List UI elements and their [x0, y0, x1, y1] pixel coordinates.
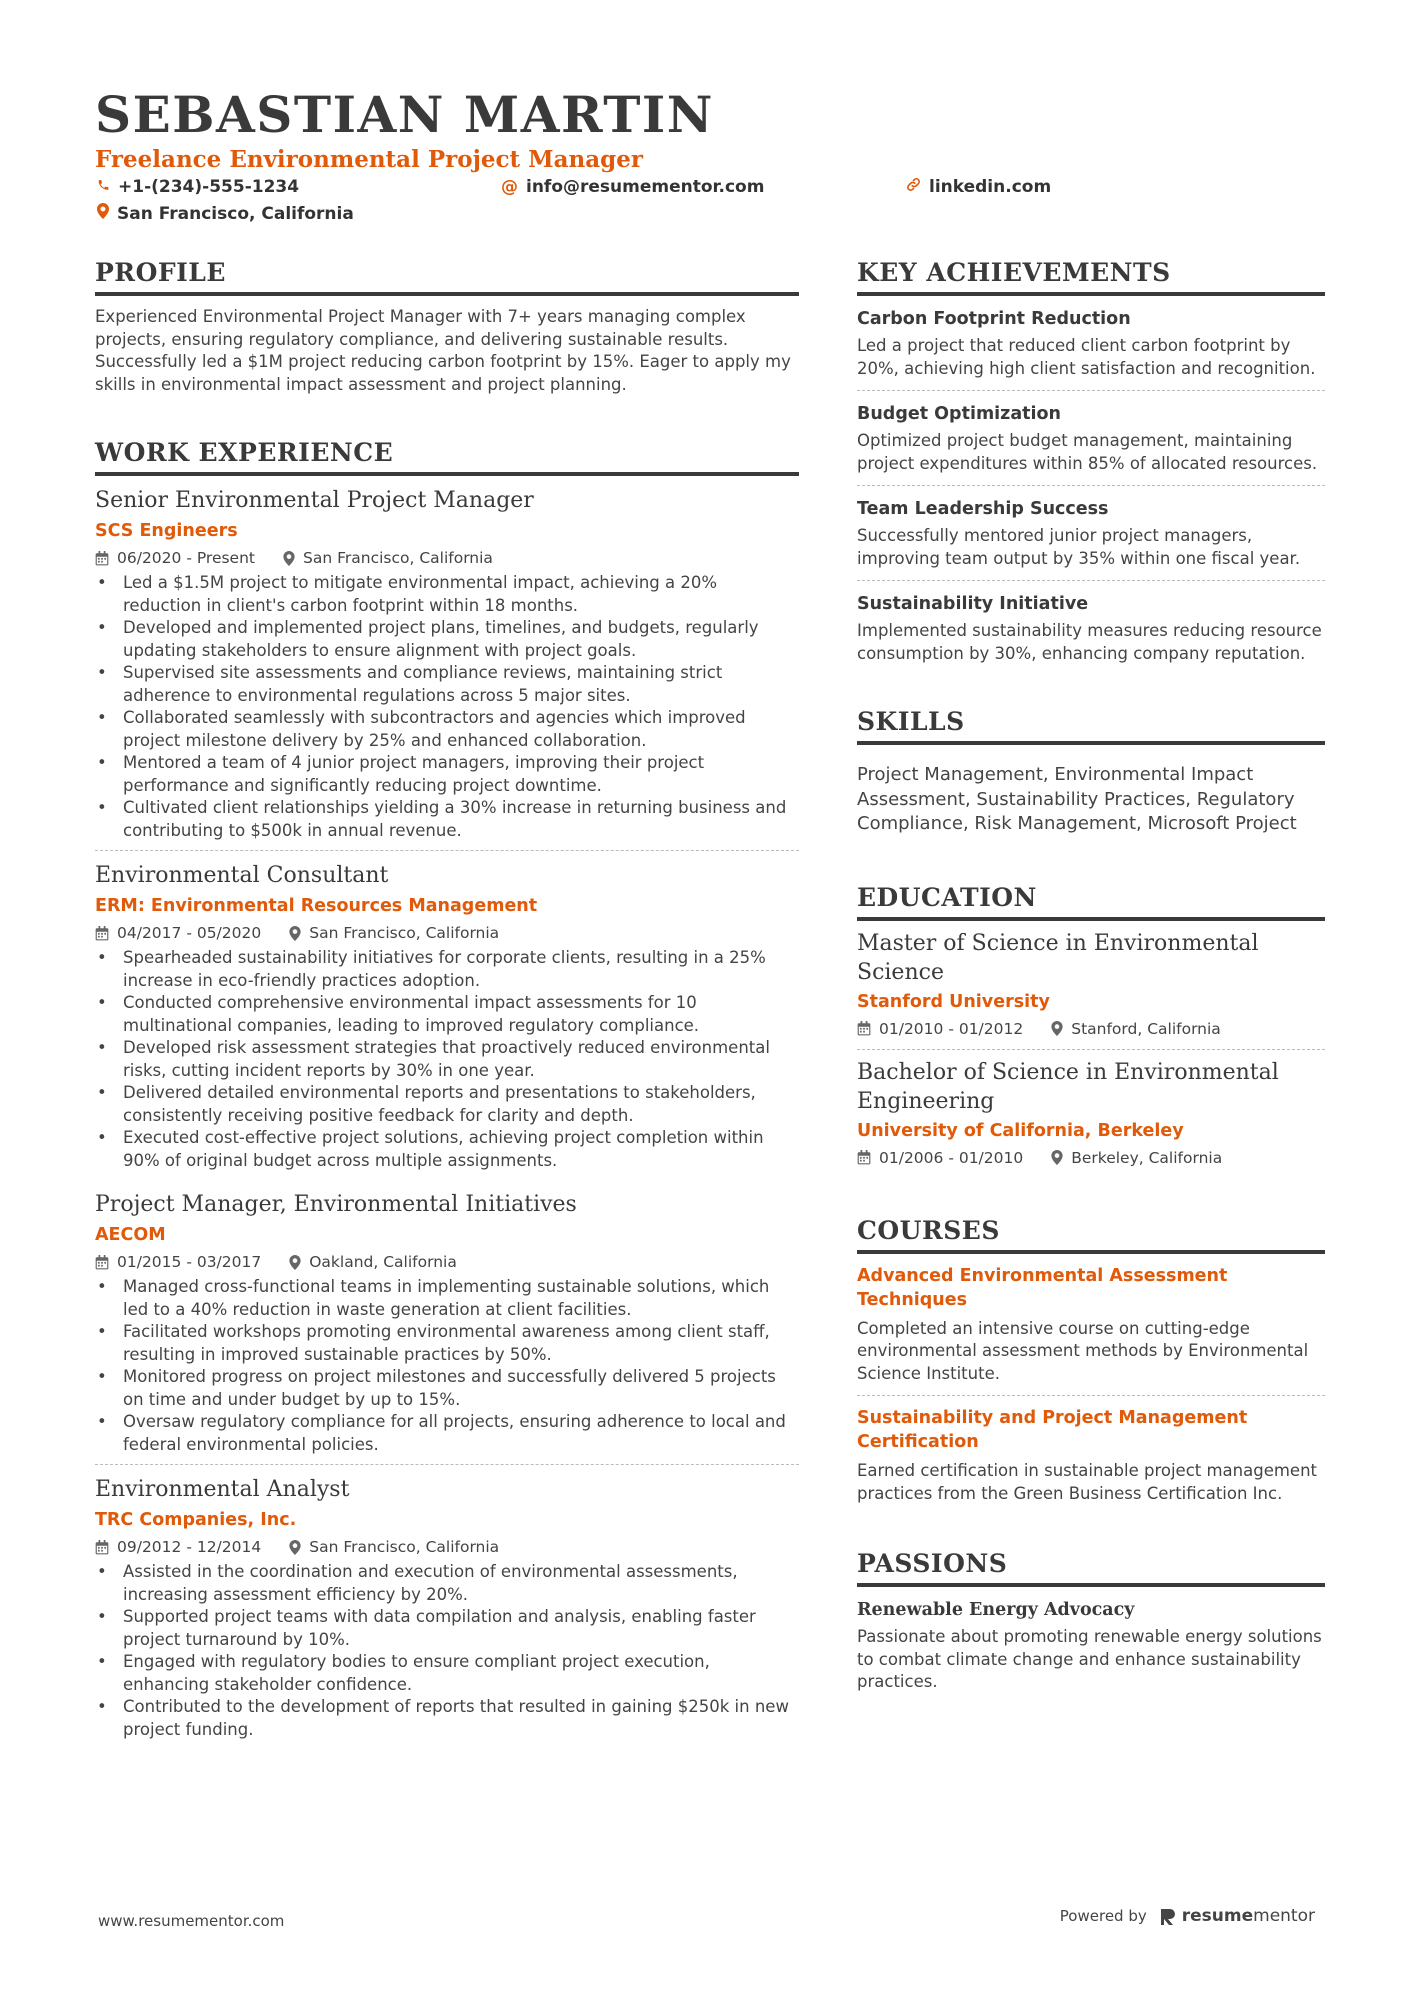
link-icon: [906, 177, 921, 197]
education-location: Berkeley, California: [1071, 1148, 1223, 1167]
job-title: Environmental Consultant: [95, 863, 389, 888]
job-entry: [95, 476, 799, 850]
job-meta: [95, 1535, 799, 1559]
profile-text: Experienced Environmental Project Manager with 7+ years managing complex projects, ensuring regulatory compliance, and delivering sustainable results. Successfully led a $1M project reducing carbon footprint by 15%. Eager to apply my skills in environmental impact assessment and project planning.: [95, 307, 791, 394]
job-location: San Francisco, California: [309, 1538, 500, 1556]
job-company: SCS Engineers: [95, 521, 238, 541]
job-dates: 09/2012 - 12/2014: [117, 1538, 262, 1556]
passions-heading: PASSIONS: [857, 1547, 1325, 1587]
course-desc: Earned certification in sustainable project management practices from the Green Business Certification Inc.: [857, 1461, 1318, 1503]
job-entry: [95, 1464, 799, 1749]
job-location: San Francisco, California: [303, 549, 493, 567]
job-bullet: • Cultivated client relationships yielding a 30% increase in returning business and contributing to $500k in annual revenue.: [95, 797, 799, 842]
education-meta: [857, 1017, 1325, 1041]
calendar-icon: [95, 926, 109, 941]
calendar-icon: [95, 1540, 109, 1555]
job-bullet: • Led a $1.5M project to mitigate environmental impact, achieving a 20% reduction in client's carbon footprint within 18 months.: [95, 572, 799, 617]
achievement-title: Carbon Footprint Reduction: [857, 309, 1131, 329]
calendar-icon: [95, 1255, 109, 1270]
achievement-item: [857, 485, 1325, 580]
contact-phone[interactable]: [97, 177, 299, 197]
achievement-item: [857, 580, 1325, 675]
brand-part-2: mentor: [1253, 1906, 1315, 1926]
brand-logo[interactable]: [1161, 1906, 1315, 1926]
experience-section: [95, 436, 799, 1749]
job-title: Project Manager, Environmental Initiatives: [95, 1192, 577, 1217]
job-bullet: • Developed and implemented project plans, timelines, and budgets, regularly updating stakeholders to ensure alignment with project goals.: [95, 617, 799, 662]
course-title: Advanced Environmental Assessment Techniques: [857, 1265, 1228, 1310]
education-degree: Master of Science in Environmental Science: [857, 930, 1259, 985]
job-bullet: • Collaborated seamlessly with subcontractors and agencies which improved project milestone delivery by 25% and enhanced collaboration.: [95, 707, 799, 752]
left-column: [95, 256, 799, 1783]
achievement-desc: Successfully mentored junior project managers, improving team output by 35% within one fiscal year.: [857, 526, 1301, 568]
achievements-heading: KEY ACHIEVEMENTS: [857, 256, 1325, 296]
course-item: [857, 1395, 1325, 1515]
job-company: AECOM: [95, 1225, 166, 1245]
job-bullets: [95, 572, 799, 842]
course-item: [857, 1254, 1325, 1396]
achievement-desc: Optimized project budget management, maintaining project expenditures within 85% of allocated resources.: [857, 431, 1318, 473]
course-desc: Completed an intensive course on cutting-edge environmental assessment methods by Environmental Science Institute.: [857, 1318, 1309, 1383]
job-bullet: • Delivered detailed environmental reports and presentations to stakeholders, consistently receiving positive feedback for clarity and depth.: [95, 1082, 799, 1127]
education-meta: [857, 1146, 1325, 1170]
education-location: Stanford, California: [1071, 1019, 1221, 1038]
job-location: San Francisco, California: [309, 924, 500, 942]
job-bullet: • Supported project teams with data compilation and analysis, enabling faster project turnaround by 10%.: [95, 1606, 799, 1651]
job-meta: [95, 546, 799, 570]
passions-section: [857, 1547, 1325, 1694]
job-bullet: • Engaged with regulatory bodies to ensure compliant project execution, enhancing stakeholder confidence.: [95, 1651, 799, 1696]
education-dates: 01/2010 - 01/2012: [879, 1019, 1024, 1038]
candidate-name: SEBASTIAN MARTIN: [95, 85, 714, 144]
job-bullet: • Mentored a team of 4 junior project managers, improving their project performance and significantly reducing project downtime.: [95, 752, 799, 797]
contact-email[interactable]: [501, 177, 764, 197]
achievement-item: [857, 390, 1325, 485]
passion-title: Renewable Energy Advocacy: [857, 1600, 1135, 1620]
education-school: University of California, Berkeley: [857, 1120, 1184, 1141]
courses-section: [857, 1214, 1325, 1516]
job-bullet: • Facilitated workshops promoting environmental awareness among client staff, resulting in improved sustainable practices by 50%.: [95, 1321, 799, 1366]
education-item: [857, 1049, 1325, 1178]
achievement-title: Team Leadership Success: [857, 499, 1109, 519]
brand-part-1: resume: [1181, 1906, 1254, 1926]
calendar-icon: [95, 551, 109, 566]
job-meta: [95, 1250, 799, 1274]
job-title: Senior Environmental Project Manager: [95, 488, 534, 513]
resumementor-logo-icon: [1161, 1907, 1177, 1925]
footer-website[interactable]: www.resumementor.com: [98, 1912, 285, 1930]
contact-location: [97, 203, 354, 224]
phone-icon: [97, 177, 110, 197]
education-item: [857, 921, 1325, 1049]
candidate-headline: Freelance Environmental Project Manager: [95, 146, 643, 173]
map-pin-icon: [289, 1255, 301, 1270]
calendar-icon: [857, 1150, 871, 1165]
education-section: [857, 881, 1325, 1178]
education-dates: 01/2006 - 01/2010: [879, 1148, 1024, 1167]
education-degree: Bachelor of Science in Environmental Engineering: [857, 1059, 1279, 1114]
job-bullet: • Conducted comprehensive environmental impact assessments for 10 multinational companies, leading to improved regulatory compliance.: [95, 992, 799, 1037]
job-bullet: • Oversaw regulatory compliance for all projects, ensuring adherence to local and federal environmental policies.: [95, 1411, 799, 1456]
skills-section: [857, 705, 1325, 837]
job-bullets: [95, 947, 799, 1172]
job-entry: [95, 1180, 799, 1464]
resume-header: [95, 86, 1320, 229]
contact-info: [95, 177, 1320, 229]
job-location: Oakland, California: [309, 1253, 457, 1271]
job-bullets: [95, 1561, 799, 1741]
job-bullets: [95, 1276, 799, 1456]
achievement-title: Sustainability Initiative: [857, 594, 1089, 614]
linkedin-text: linkedin.com: [929, 177, 1052, 197]
achievement-title: Budget Optimization: [857, 404, 1062, 424]
email-text: info@resumementor.com: [526, 177, 765, 197]
right-column: [857, 256, 1325, 1728]
job-company: ERM: Environmental Resources Management: [95, 896, 538, 916]
phone-text: +1-(234)-555-1234: [118, 177, 300, 197]
profile-heading: PROFILE: [95, 256, 799, 296]
job-bullet: • Monitored progress on project milestones and successfully delivered 5 projects on time and under budget by up to 15%.: [95, 1366, 799, 1411]
course-title: Sustainability and Project Management Certification: [857, 1408, 1248, 1452]
job-meta: [95, 921, 799, 945]
achievement-desc: Implemented sustainability measures reducing resource consumption by 30%, enhancing company reputation.: [857, 621, 1322, 663]
at-icon: @: [501, 177, 518, 197]
job-title: Environmental Analyst: [95, 1477, 350, 1502]
map-pin-icon: [97, 203, 109, 224]
map-pin-icon: [1051, 1150, 1063, 1165]
profile-section: [95, 256, 799, 396]
map-pin-icon: [289, 926, 301, 941]
job-bullet: • Contributed to the development of reports that resulted in gaining $250k in new project funding.: [95, 1696, 799, 1741]
map-pin-icon: [289, 1540, 301, 1555]
achievement-desc: Led a project that reduced client carbon footprint by 20%, achieving high client satisfaction and recognition.: [857, 336, 1316, 378]
job-company: TRC Companies, Inc.: [95, 1510, 297, 1530]
footer-branding: [1060, 1906, 1315, 1926]
job-dates: 01/2015 - 03/2017: [117, 1253, 262, 1271]
education-school: Stanford University: [857, 991, 1050, 1012]
skills-text: Project Management, Environmental Impact Assessment, Sustainability Practices, Regulatory Compliance, Risk Management, Microsoft Project: [857, 764, 1297, 834]
contact-linkedin[interactable]: [906, 177, 1051, 197]
location-text: San Francisco, California: [117, 203, 354, 224]
courses-heading: COURSES: [857, 1214, 1325, 1254]
experience-heading: WORK EXPERIENCE: [95, 436, 799, 476]
education-heading: EDUCATION: [857, 881, 1325, 921]
powered-by-text: Powered by: [1059, 1907, 1147, 1925]
achievement-item: [857, 296, 1325, 390]
achievements-section: [857, 256, 1325, 675]
calendar-icon: [857, 1021, 871, 1036]
job-dates: 04/2017 - 05/2020: [117, 924, 262, 942]
job-bullet: • Supervised site assessments and compliance reviews, maintaining strict adherence to environmental regulations across 5 major sites.: [95, 662, 799, 707]
job-bullet: • Executed cost-effective project solutions, achieving project completion within 90% of original budget across multiple assignments.: [95, 1127, 799, 1172]
job-entry: [95, 850, 799, 1180]
map-pin-icon: [283, 551, 295, 566]
job-bullet: • Assisted in the coordination and execution of environmental assessments, increasing assessment efficiency by 20%.: [95, 1561, 799, 1606]
job-dates: 06/2020 - Present: [117, 549, 255, 567]
job-bullet: • Developed risk assessment strategies that proactively reduced environmental risks, cutting incident reports by 30% in one year.: [95, 1037, 799, 1082]
job-bullet: • Spearheaded sustainability initiatives for corporate clients, resulting in a 25% increase in eco-friendly practices adoption.: [95, 947, 799, 992]
job-bullet: • Managed cross-functional teams in implementing sustainable solutions, which led to a 40% reduction in waste generation at client facilities.: [95, 1276, 799, 1321]
map-pin-icon: [1051, 1021, 1063, 1036]
passion-desc: Passionate about promoting renewable energy solutions to combat climate change and enhance sustainability practices.: [857, 1627, 1322, 1691]
skills-heading: SKILLS: [857, 705, 1325, 745]
